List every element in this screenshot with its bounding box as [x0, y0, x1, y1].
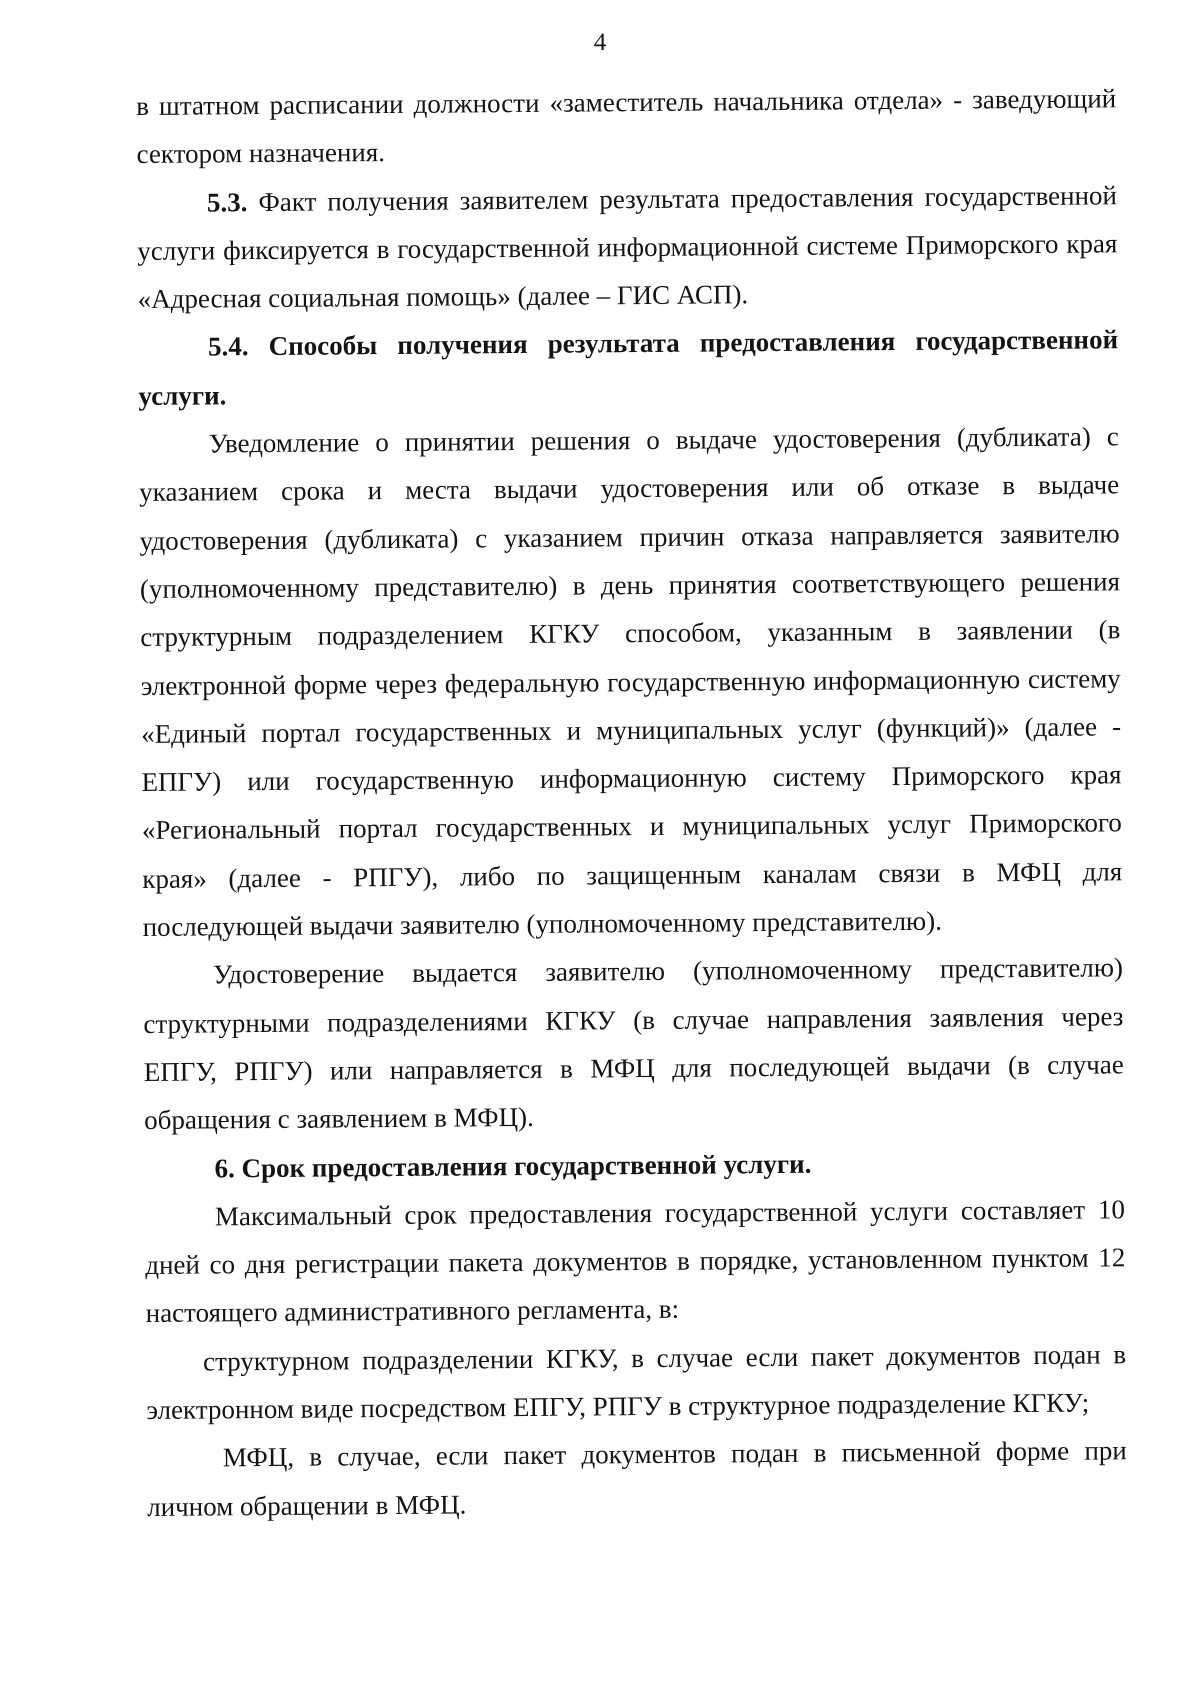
page-number: 4: [593, 29, 607, 56]
paragraph-mfc: МФЦ, в случае, если пакет документов подан в письменной форме при личном обращении в МФЦ.: [147, 1435, 1127, 1522]
paragraph-continuation: в штатном расписании должности «заместитель начальника отдела» - заведующий сектором назначения.: [136, 83, 1117, 170]
paragraph-max-term: Максимальный срок предоставления государственной услуги составляет 10 дней со дня регистрации пакета документов в порядке, установленном пунктом 12 настоящего административного регламента, в:: [145, 1194, 1126, 1329]
paragraph-notification: Уведомление о принятии решения о выдаче удостоверения (дубликата) с указанием срока и места выдачи удостоверения или об отказе в выдаче удостоверения (дубликата) с указанием причин отказа направляется заявителю (уполномоченному представителю) в день принятия соответствующего решения структурным подразделением КГКУ способом, указанным в заявлении (в электронной форме через федеральную государственную информационную систему «Единый портал государственных и муниципальных услуг (функций)» (далее - ЕПГУ) или государственную информационную систему Приморского края «Региональный портал государственных и муниципальных услуг Приморского края» (далее - РПГУ), либо по защищенным каналам связи в МФЦ для последующей выдачи заявителю (уполномоченному представителю).: [139, 421, 1123, 943]
section-heading-5-4: 5.4. Способы получения результата предоставления государственной услуги.: [138, 324, 1119, 411]
section-number-5-3: 5.3.: [206, 186, 248, 218]
document-body: [136, 74, 1127, 1531]
section-heading-6: 6. Срок предоставления государственной услуги.: [214, 1148, 812, 1183]
paragraph-5-3: [137, 171, 1118, 324]
paragraph-structural-unit: структурном подразделении КГКУ, в случае если пакет документов подан в электронном виде посредством ЕПГУ, РПГУ в структурное подразделение КГКУ;: [146, 1338, 1127, 1425]
paragraph-certificate-issue: Удостоверение выдается заявителю (уполномоченному представителю) структурными подразделениями КГКУ (в случае направления заявления через ЕПГУ, РПГУ) или направляется в МФЦ для последующей выдачи (в случае обращения с заявлением в МФЦ).: [143, 952, 1124, 1136]
paragraph-5-3-text: Факт получения заявителем результата предоставления государственной услуги фиксируется в государственной информационной системе Приморского края «Адресная социальная помощь» (далее – ГИС АСП).: [137, 179, 1118, 315]
